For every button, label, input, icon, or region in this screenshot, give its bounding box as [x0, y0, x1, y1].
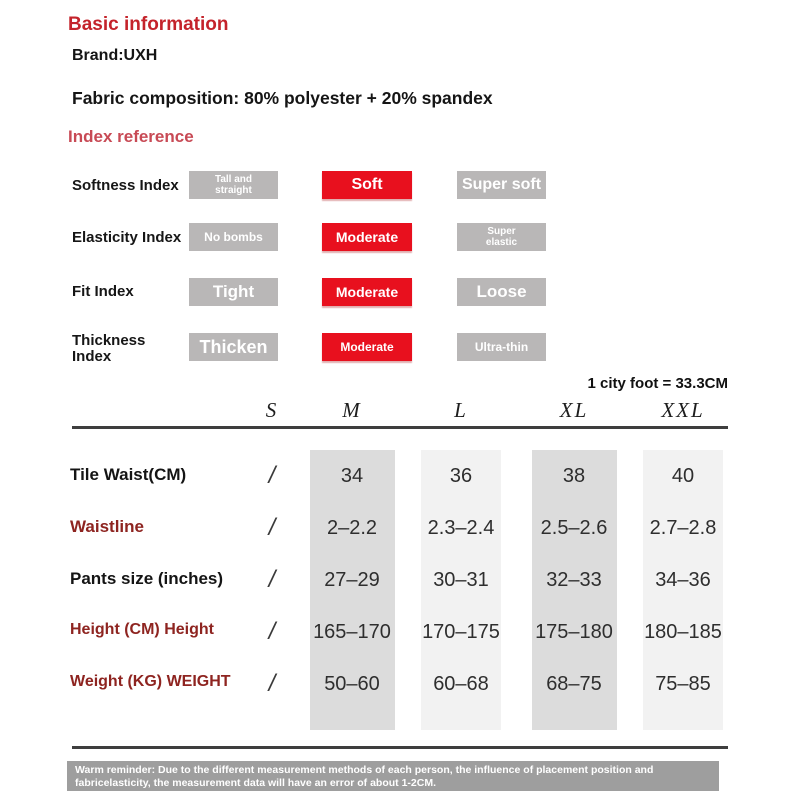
table-cell: / [268, 462, 276, 489]
index-reference-title: Index reference [68, 127, 194, 146]
fit-index-label: Fit Index [72, 283, 134, 300]
table-cell: / [268, 514, 276, 541]
row-label-pants-size: Pants size (inches) [70, 569, 224, 588]
table-cell: 40 [671, 465, 695, 487]
table-top-rule [72, 426, 728, 429]
warm-reminder-bar [67, 761, 719, 791]
option-label: Loose [476, 282, 527, 301]
option-label: Soft [351, 176, 383, 193]
option-super-elastic [457, 223, 546, 251]
option-label: Tall and straight [214, 174, 253, 196]
size-column-m: M [342, 398, 362, 422]
size-column-xl: XL [559, 398, 589, 422]
table-cell: 2.5–2.6 [540, 517, 608, 539]
table-cell: 68–75 [546, 673, 602, 695]
table-cell: 32–33 [546, 569, 602, 591]
table-cell: 27–29 [324, 569, 380, 591]
option-thicken [189, 333, 278, 361]
fabric-composition-text: Fabric composition: 80% polyester + 20% spandex [72, 88, 493, 108]
option-tight [189, 278, 278, 306]
row-label-weight: Weight (KG) WEIGHT [70, 673, 231, 690]
table-cell: 38 [562, 465, 586, 487]
table-cell: / [268, 566, 276, 593]
table-cell: 60–68 [433, 673, 489, 695]
table-cell: / [268, 670, 276, 697]
warm-reminder-line1: Warm reminder: Due to the different measurement methods of each person, the influence of placement position and [75, 764, 654, 776]
size-column-xxl: XXL [661, 398, 705, 422]
option-moderate-selected [322, 333, 412, 361]
option-label: No bombs [204, 230, 263, 244]
size-column-s: S [265, 398, 279, 422]
table-cell: / [268, 618, 276, 645]
thickness-index-label: Thickness Index [72, 332, 146, 365]
table-cell: 34–36 [655, 569, 711, 591]
table-cell: 2.3–2.4 [427, 517, 495, 539]
option-super-soft [457, 171, 546, 199]
table-cell: 36 [449, 465, 473, 487]
elasticity-index-label: Elasticity Index [72, 229, 182, 246]
row-label-tile-waist: Tile Waist(CM) [70, 465, 187, 484]
city-foot-note: 1 city foot = 33.3CM [587, 375, 728, 392]
table-cell: 50–60 [324, 673, 380, 695]
option-loose [457, 278, 546, 306]
option-label: Moderate [335, 284, 399, 300]
table-cell: 165–170 [313, 621, 391, 643]
option-label: Super elastic [485, 226, 518, 248]
row-label-height: Height (CM) Height [70, 621, 214, 638]
table-cell: 2–2.2 [326, 517, 378, 539]
table-cell: 180–185 [644, 621, 722, 643]
option-label: Super soft [461, 176, 542, 193]
brand-text: Brand:UXH [72, 47, 158, 64]
table-cell: 34 [340, 465, 364, 487]
table-cell: 30–31 [433, 569, 489, 591]
table-cell: 175–180 [535, 621, 613, 643]
option-moderate-selected [322, 278, 412, 306]
option-label: Moderate [335, 229, 399, 245]
option-ultra-thin [457, 333, 546, 361]
option-label: Thicken [199, 336, 268, 357]
option-tall-and-straight [189, 171, 278, 199]
size-column-l: L [454, 398, 468, 422]
warm-reminder-line2: fabricelasticity, the measurement data will have an error of about 1-2CM. [75, 777, 436, 789]
option-no-bombs [189, 223, 278, 251]
softness-index-label: Softness Index [72, 177, 179, 194]
option-moderate-selected [322, 223, 412, 251]
table-cell: 2.7–2.8 [649, 517, 717, 539]
table-bottom-rule [72, 746, 728, 749]
option-label: Moderate [340, 340, 394, 354]
table-cell: 170–175 [422, 621, 500, 643]
table-cell: 75–85 [655, 673, 711, 695]
option-soft-selected [322, 171, 412, 199]
basic-information-title: Basic information [68, 14, 229, 35]
option-label: Ultra-thin [474, 340, 529, 354]
option-label: Tight [212, 282, 255, 301]
row-label-waistline: Waistline [70, 517, 144, 536]
